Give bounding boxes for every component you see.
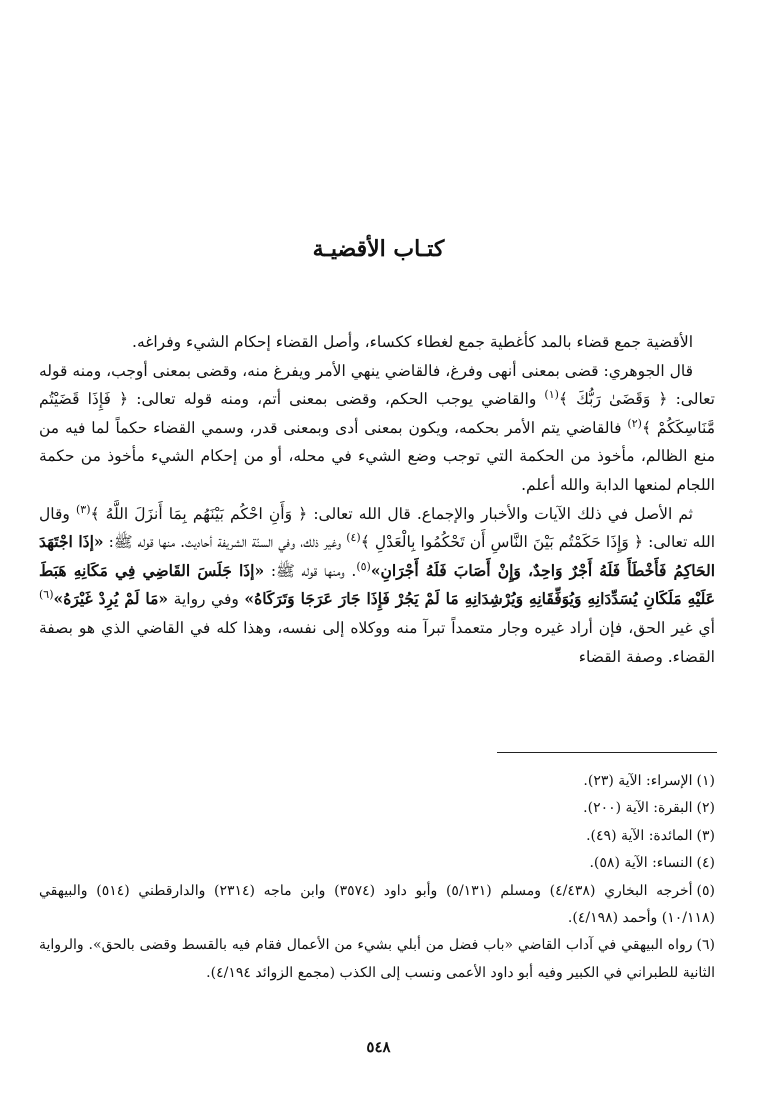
hadith-quote: «إذَا اجْتَهَدَ الحَاكِمُ فَأَخْطَأَ فَلَهُ أَجْرٌ وَاحِدٌ، وَإِنْ أَصَابَ فَلَهُ أَجْرَانِ» — [39, 532, 716, 580]
footnote-ref: (٤) — [346, 531, 361, 544]
footnotes — [39, 768, 715, 987]
text-segment: وقال الله تعالى: — [39, 504, 715, 552]
footnote — [39, 878, 715, 933]
footnote-text: أخرجه البخاري (٤/٤٣٨) ومسلم (٥/١٣١) وأبو داود (٣٥٧٤) وابن ماجه (٢٣١٤) والدارقطني (٥١٤) والبيهقي (١٠/١١٨) وأحمد (٤/١٩٨). — [39, 882, 715, 927]
footnote-ref: (٣) — [75, 502, 91, 516]
footnote-number: (٣) — [696, 827, 715, 844]
footnote-text: النساء: الآية (٥٨). — [589, 855, 693, 872]
footnote-number: (٦) — [696, 937, 715, 954]
footnote — [39, 850, 715, 877]
footnote — [39, 795, 715, 822]
text-segment: أي غير الحق، فإن أراد غيره وجار متعمداً تبرآ منه ووكلاه إلى نفسه، وهذا كله في القاضي الذي هو بصفة القضاء. وصفة القضاء — [39, 618, 715, 666]
footnote — [39, 823, 715, 850]
text-segment: وفي رواية — [173, 590, 239, 609]
footnote-text: رواه البيهقي في آداب القاضي «باب فضل من أبلي بشيء من الأعمال فقام فيه بالقسط وقضى بالحق». والرواية الثانية للطبراني في الكبير وفيه أبو داود الأعمى ونسب إلى الكذب (مجمع الزوائد ٤/١٩٤). — [39, 937, 715, 981]
quran-verse: ﴿ فَإِذَا قَضَيْتُم مَّنَاسِكَكُمْ ﴾ — [39, 390, 715, 437]
footnote-ref: (٢) — [627, 416, 642, 430]
hadith-quote: «مَا لَمْ يُرِدْ غَيْرَهُ» — [53, 589, 169, 609]
footnote-text: المائدة: الآية (٤٩). — [586, 827, 693, 844]
footnote-number: (٤) — [696, 855, 715, 872]
text-segment: والقاضي يوجب الحكم، وقضى بمعنى أتم، ومنه قوله تعالى: — [136, 390, 537, 409]
footnote-text: البقرة: الآية (٢٠٠). — [583, 800, 693, 817]
paragraph-definition: الأقضية جمع قضاء بالمد كأغطية جمع لغطاء ككساء، وأصل القضاء إحكام الشيء وفراغه. — [132, 333, 693, 351]
paragraph-evidence — [39, 500, 715, 672]
paragraph-linguistic-meaning — [39, 357, 715, 500]
footnote-text: الإسراء: الآية (٢٣). — [583, 773, 693, 789]
footnote-number: (٥) — [696, 882, 716, 899]
quran-verse: ﴿ وَأَنِ احْكُم بَيْنَهُم بِمَا أَنزَلَ اللَّهُ ﴾ — [90, 504, 308, 523]
text-segment: قال الجوهري: قضى بمعنى أنهى وفرغ، فالقاضي ينهي الأمر ويفرغ منه، وقضى بمعنى أوجب، ومنه قوله تعالى: — [39, 361, 715, 409]
page-number: ٥٤٨ — [366, 1038, 391, 1056]
chapter-title: كتـاب الأقضيـة — [312, 236, 445, 262]
quran-verse: ﴿ وَإِذَا حَكَمْتُم بَيْنَ النَّاسِ أَن تَحْكُمُوا بِالْعَدْلِ ﴾ — [360, 533, 644, 552]
footnote-number: (٢) — [696, 800, 715, 817]
quran-verse: ﴿ وَقَضَىٰ رَبُّكَ ﴾ — [558, 390, 668, 409]
text-segment: ثم الأصل في ذلك الآيات والأخبار والإجماع. قال الله تعالى: — [313, 504, 693, 523]
text-segment: فالقاضي يتم الأمر بحكمه، ويكون بمعنى أدى وبمعنى قدر، وسمي القضاء حكماً لما فيه من منع الظالم، مأخوذ من الحكمة التي توجب وضع الشيء في محله، أو من إحكام الشيء مأخوذ من حكمة اللجام لمنعها الدابة والله أعلم. — [39, 418, 715, 494]
footnote-divider — [497, 752, 717, 753]
main-text — [39, 328, 715, 671]
footnote-ref: (٥) — [356, 559, 371, 573]
footnote — [39, 932, 715, 987]
footnote — [39, 768, 715, 795]
footnote-ref: (١) — [544, 388, 559, 402]
footnote-ref: (٦) — [39, 588, 54, 602]
footnote-number: (١) — [696, 773, 715, 789]
text-segment: وغير ذلك، وفي السنّة الشريفة أحاديث. منها قوله ﷺ: — [108, 533, 342, 552]
hadith-quote: «إذَا جَلَسَ القَاضِي فِي مَكَانِهِ هَبَطَ عَلَيْهِ مَلَكَانِ يُسَدِّدَانِهِ وَيُوَفِّقَانِهِ وَيُرْشِدَانِهِ مَا لَمْ يَجُرْ فَإِذَا جَارَ عَرَجَا وَتَرَكَاهُ» — [39, 560, 715, 609]
text-segment: . ومنها قوله ﷺ: — [270, 561, 357, 580]
